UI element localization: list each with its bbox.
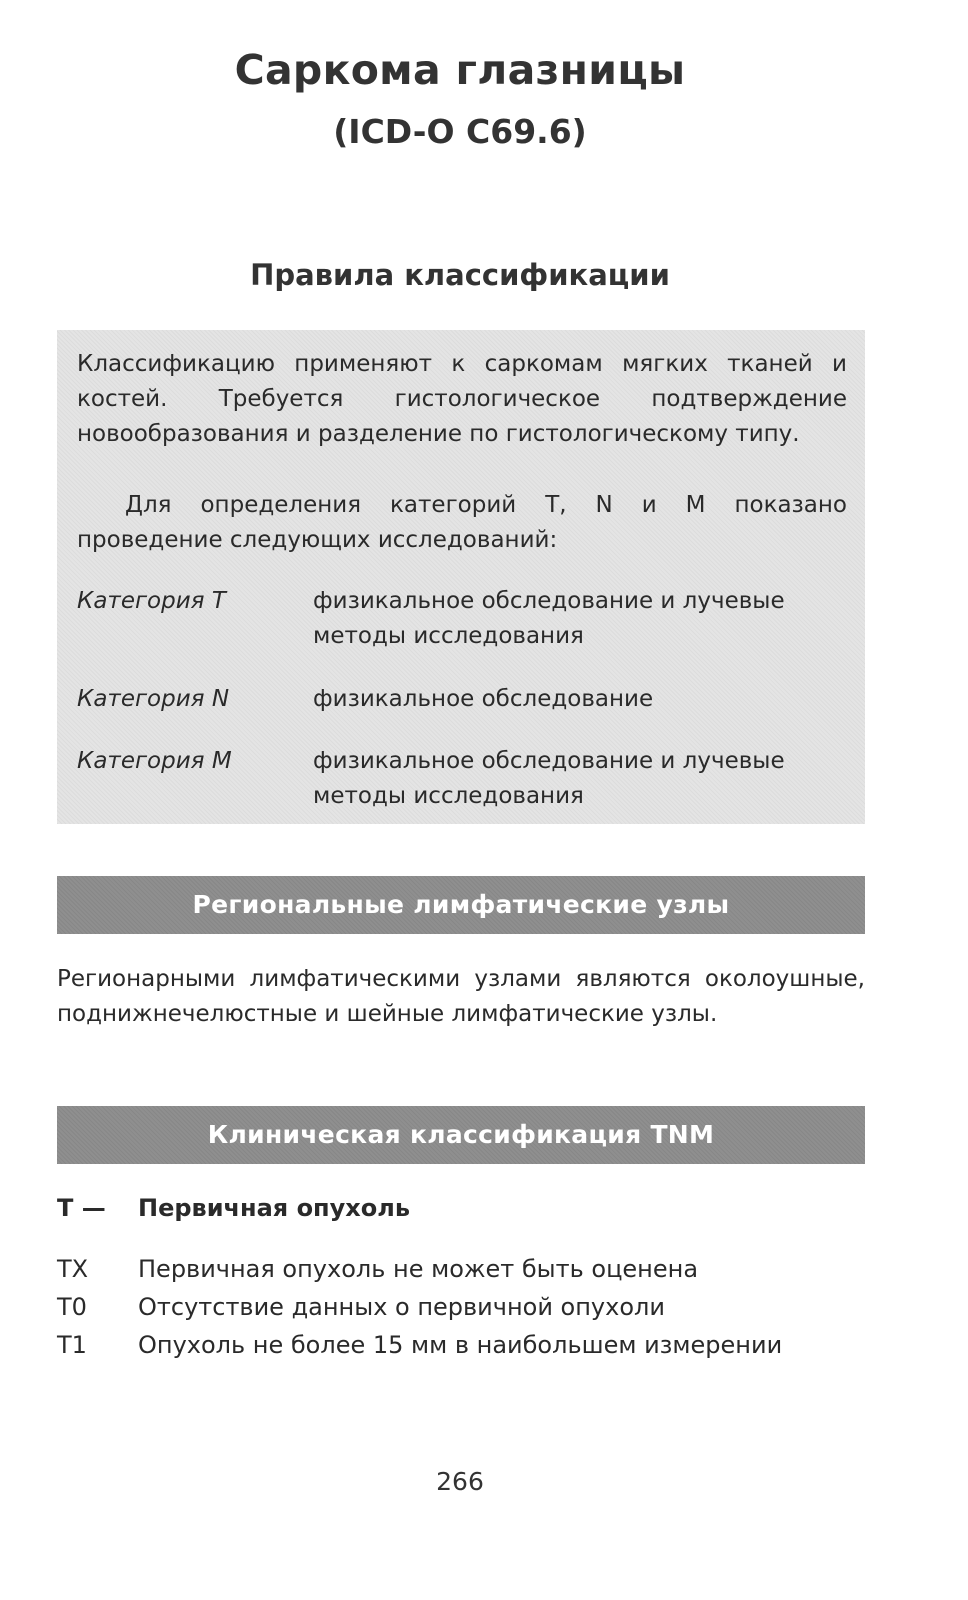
regional-lymph-nodes-text: Регионарными лимфатическими узлами являются околоушные, поднижнечелюстные и шейные лимфатические узлы. [57,966,865,1027]
section-bar-clinical-tnm: Клиническая классификация TNM [57,1106,865,1164]
page-number: 266 [436,1467,484,1496]
page-title: Саркома глазницы [234,46,686,94]
t-item-text: Отсутствие данных о первичной опухоли [138,1293,665,1321]
t-item-code: TX [57,1255,89,1283]
category-description: физикальное обследование и лучевые методы исследования [313,588,785,649]
page-subtitle: (ICD-O C69.6) [333,112,587,151]
t-item-code: T0 [57,1293,87,1321]
rules-heading: Правила классификации [250,258,670,292]
rules-paragraph-1: Классификацию применяют к саркомам мягких тканей и костей. Требуется гистологическое подтверждение новообразования и разделение по гистологическому типу. [77,351,847,447]
category-description: физикальное обследование [313,686,654,712]
category-label: Категория N [77,686,230,712]
category-label: Категория M [77,748,232,774]
rules-paragraph-2: Для определения категорий T, N и M показано проведение следующих исследований: [77,492,847,553]
category-label: Категория T [77,588,226,614]
t-heading-label: Первичная опухоль [138,1194,411,1222]
t-item-code: T1 [57,1331,87,1359]
t-item-text: Опухоль не более 15 мм в наибольшем измерении [138,1331,783,1359]
category-description: физикальное обследование и лучевые методы исследования [313,748,785,809]
section-bar-regional-lymph-nodes: Региональные лимфатические узлы [57,876,865,934]
t-item-text: Первичная опухоль не может быть оценена [138,1255,699,1283]
t-heading-code: T — [57,1194,106,1222]
